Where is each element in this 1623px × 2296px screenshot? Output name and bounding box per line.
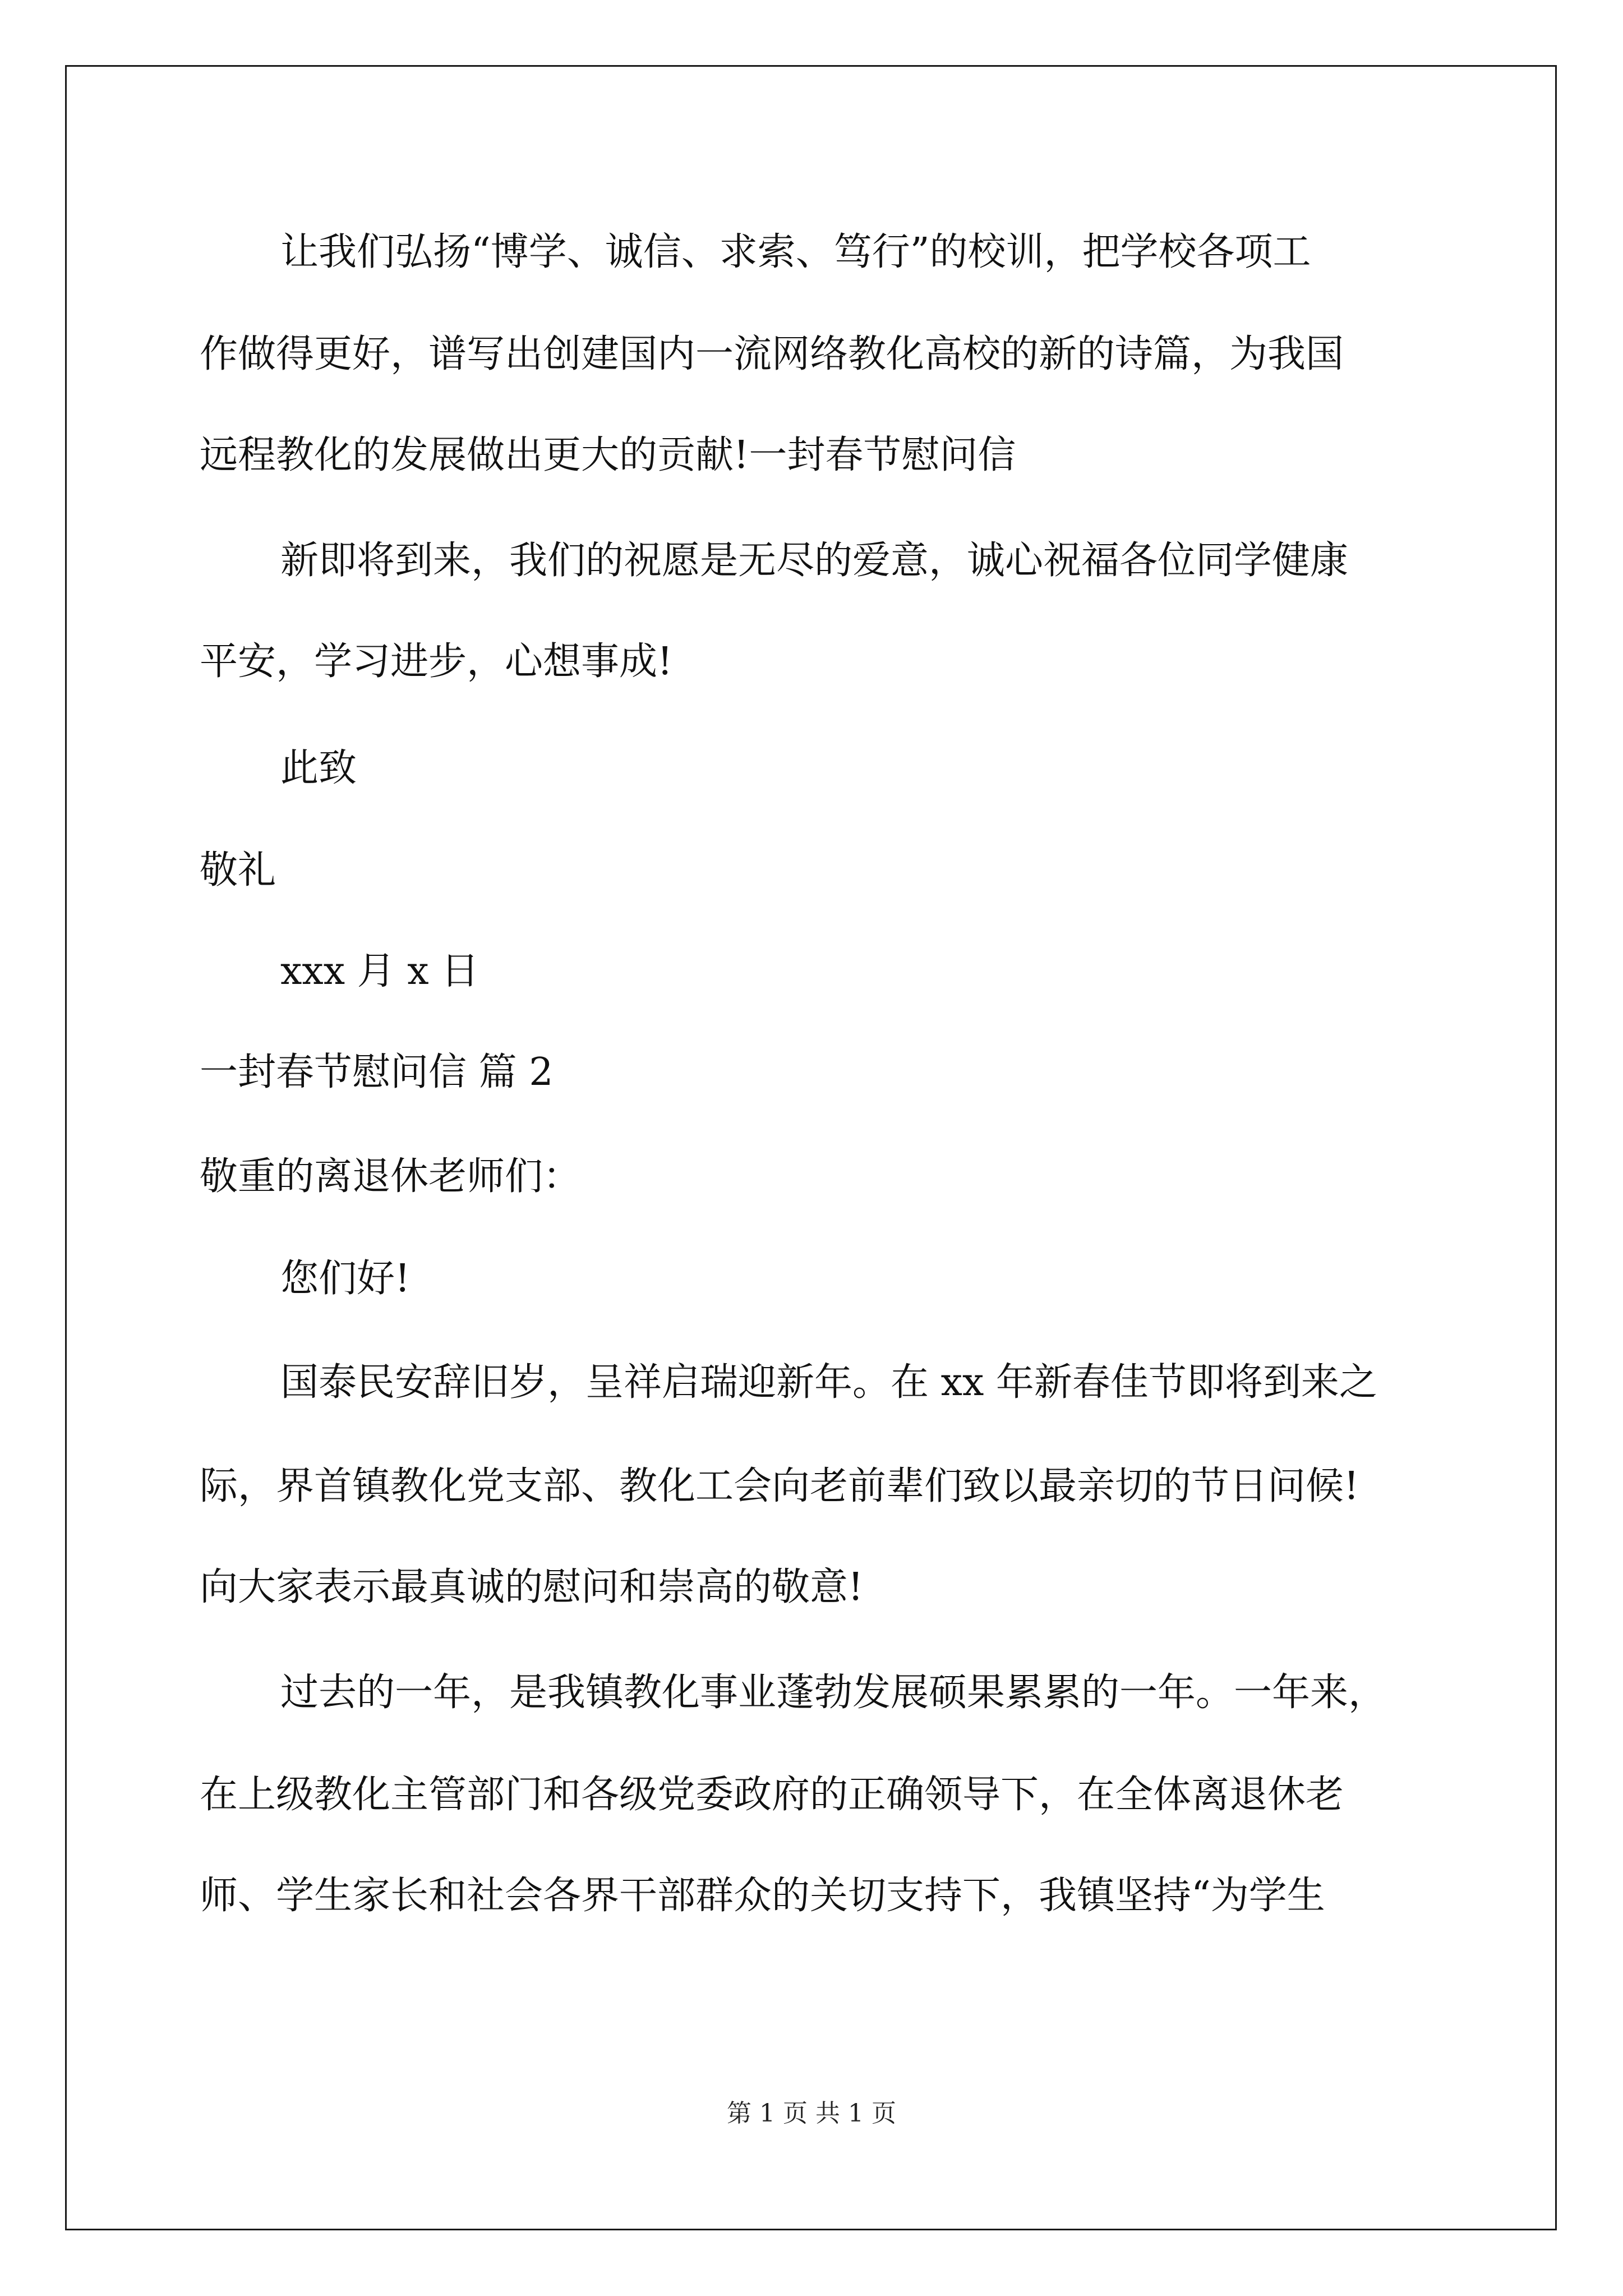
paragraph-line: 新即将到来，我们的祝愿是无尽的爱意，诚心祝福各位同学健康 [280,539,1349,583]
paragraph-line: 国泰民安辞旧岁，呈祥启瑞迎新年。在 xx 年新春佳节即将到来之 [280,1360,1377,1405]
paragraph-line: 过去的一年，是我镇教化事业蓬勃发展硕果累累的一年。一年来， [280,1671,1387,1715]
paragraph-line: 师、学生家长和社会各界干部群众的关切支持下，我镇坚持“为学生 [200,1874,1325,1918]
greeting-line: 您们好! [280,1257,411,1301]
paragraph-line: 向大家表示最真诚的慰问和崇高的敬意! [200,1565,864,1609]
paragraph-line: 作做得更好，谱写出创建国内一流网络教化高校的新的诗篇，为我国 [200,332,1344,376]
section-heading: 一封春节慰问信 篇 2 [200,1050,554,1094]
paragraph-line: 在上级教化主管部门和各级党委政府的正确领导下，在全体离退休老 [200,1773,1344,1817]
date-line: xxx 月 x 日 [280,949,479,993]
paragraph-line: 远程教化的发展做出更大的贡献!一封春节慰问信 [200,433,1016,477]
greeting: 敬重的离退休老师们： [200,1154,582,1199]
page-number: 第 1 页 共 1 页 [727,2099,896,2128]
closing-salutation: 敬礼 [200,848,276,892]
paragraph-line: 际，界首镇教化党支部、教化工会向老前辈们致以最亲切的节日问候! [200,1464,1359,1508]
closing-phrase: 此致 [280,746,357,790]
paragraph-line: 平安，学习进步，心想事成! [200,639,673,684]
paragraph-line: 让我们弘扬“博学、诚信、求索、笃行”的校训，把学校各项工 [280,230,1311,274]
